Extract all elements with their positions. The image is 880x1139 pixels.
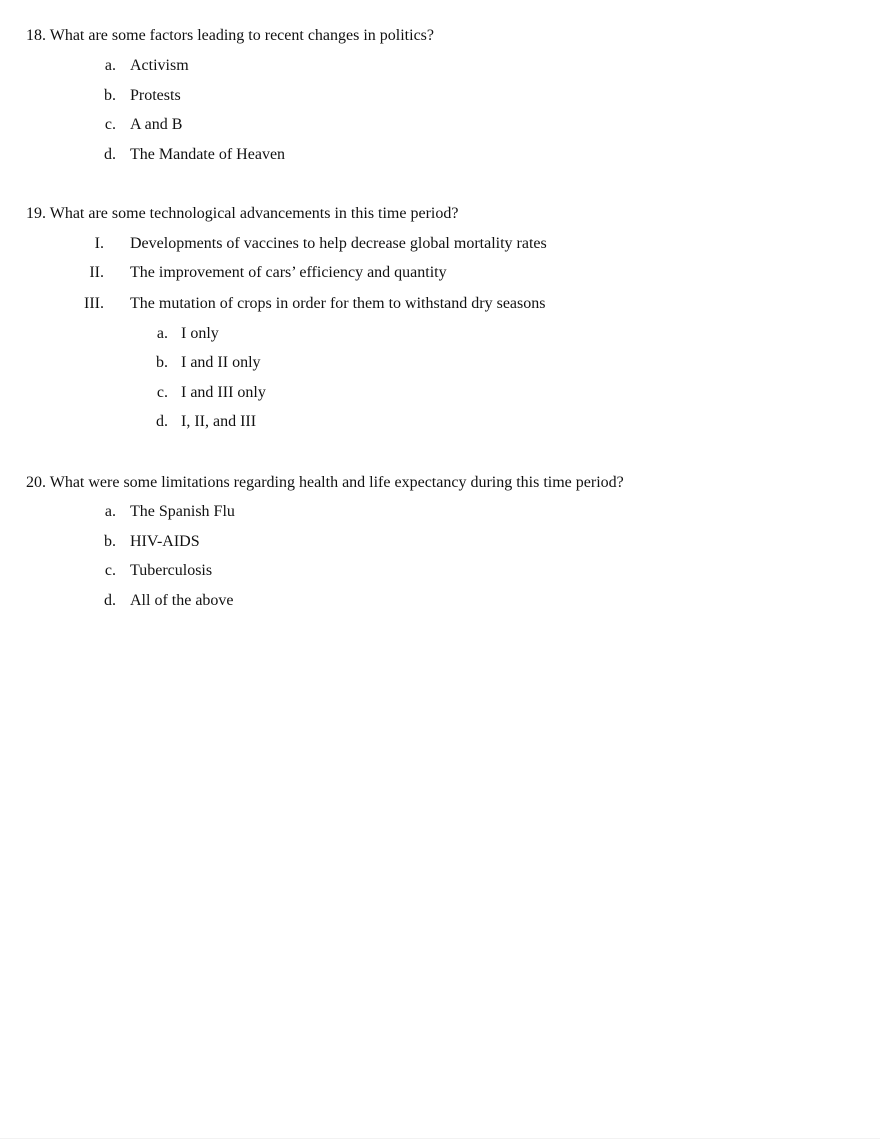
option-text: I only bbox=[181, 325, 219, 342]
statement-19-ii bbox=[0, 263, 880, 283]
statement-label: III. bbox=[84, 295, 104, 312]
option-18c bbox=[0, 115, 880, 135]
question-18: 18. What are some factors leading to recent changes in politics? bbox=[26, 27, 434, 44]
option-label: a. bbox=[104, 57, 116, 74]
statement-19-i bbox=[0, 234, 880, 254]
option-text: I and II only bbox=[181, 354, 261, 371]
option-19c bbox=[0, 383, 880, 403]
option-label: b. bbox=[156, 354, 168, 371]
option-label: d. bbox=[104, 592, 116, 609]
option-19a bbox=[0, 324, 880, 344]
option-label: c. bbox=[156, 384, 168, 401]
option-18b bbox=[0, 86, 880, 106]
statement-label: II. bbox=[89, 264, 104, 281]
option-label: c. bbox=[104, 562, 116, 579]
question-20: 20. What were some limitations regarding health and life expectancy during this time period? bbox=[26, 474, 624, 491]
option-20a bbox=[0, 502, 880, 522]
option-label: b. bbox=[104, 87, 116, 104]
option-label: c. bbox=[104, 116, 116, 133]
option-text: HIV-AIDS bbox=[130, 533, 200, 550]
statement-text: Developments of vaccines to help decrease global mortality rates bbox=[130, 235, 547, 252]
option-18a bbox=[0, 56, 880, 76]
statement-text: The improvement of cars’ efficiency and quantity bbox=[130, 264, 447, 281]
option-label: d. bbox=[156, 413, 168, 430]
option-text: Tuberculosis bbox=[130, 562, 213, 579]
option-20d bbox=[0, 591, 880, 611]
option-20b bbox=[0, 532, 880, 552]
option-18d bbox=[0, 145, 880, 165]
option-20c bbox=[0, 561, 880, 581]
option-label: a. bbox=[104, 503, 116, 520]
statement-text: The mutation of crops in order for them to withstand dry seasons bbox=[130, 295, 546, 312]
option-19b bbox=[0, 353, 880, 373]
option-text: Activism bbox=[130, 57, 189, 74]
option-text: Protests bbox=[130, 87, 181, 104]
option-text: I and III only bbox=[181, 384, 266, 401]
option-label: a. bbox=[156, 325, 168, 342]
statement-19-iii bbox=[0, 294, 880, 314]
option-label: b. bbox=[104, 533, 116, 550]
question-19: 19. What are some technological advancements in this time period? bbox=[26, 205, 459, 222]
option-label: d. bbox=[104, 146, 116, 163]
statement-label: I. bbox=[94, 235, 104, 252]
option-text: A and B bbox=[130, 116, 183, 133]
option-text: All of the above bbox=[130, 592, 234, 609]
option-text: I, II, and III bbox=[181, 413, 257, 430]
option-19d bbox=[0, 412, 880, 432]
option-text: The Spanish Flu bbox=[130, 503, 235, 520]
option-text: The Mandate of Heaven bbox=[130, 146, 286, 163]
